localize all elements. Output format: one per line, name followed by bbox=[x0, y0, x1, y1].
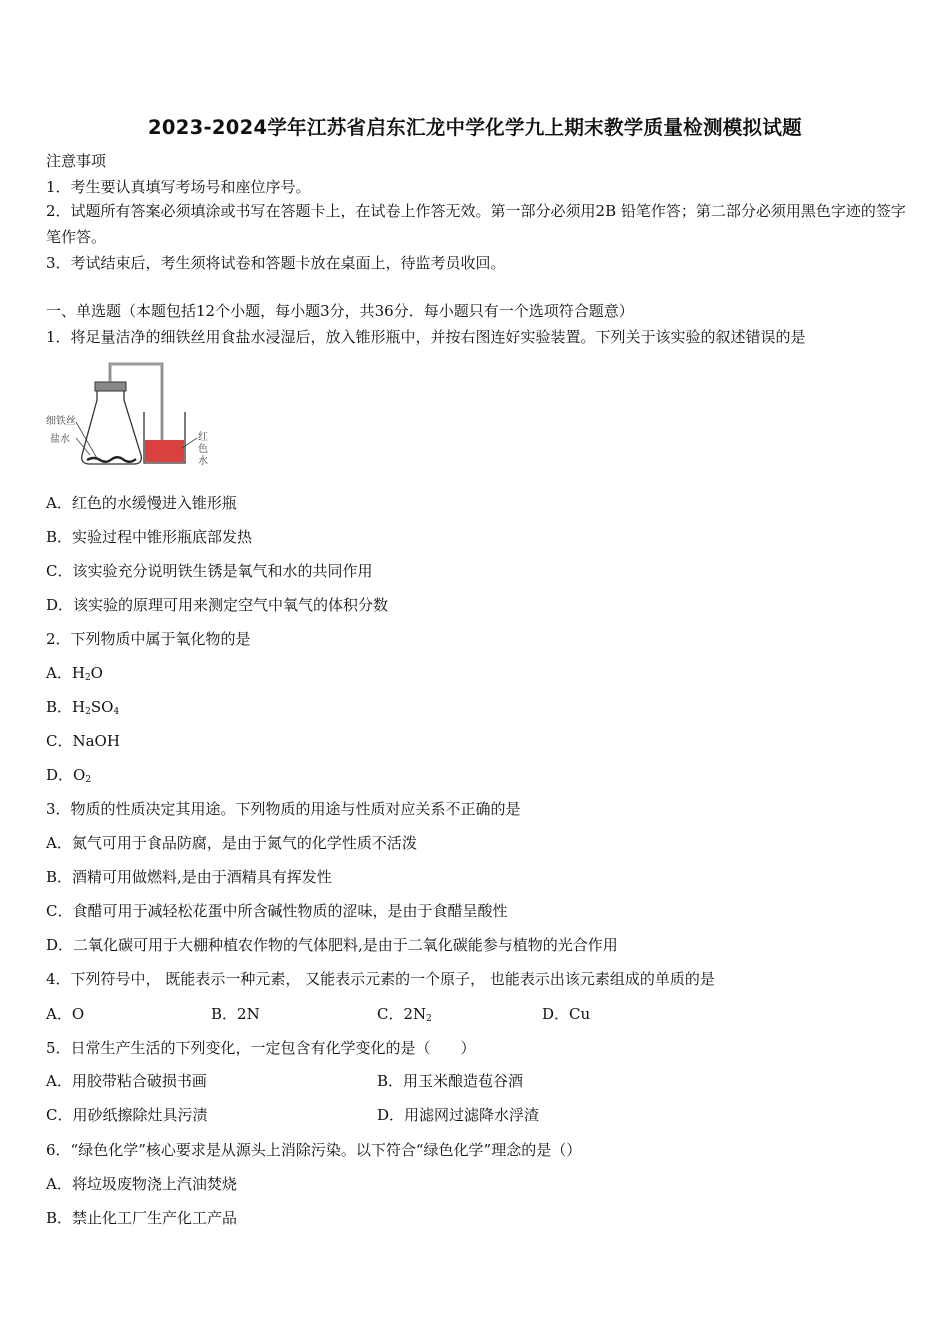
notice-item-1: 1．考生要认真填写考场号和座位序号。 bbox=[46, 178, 311, 196]
notice-item-2: 2．试题所有答案必须填涂或书写在答题卡上，在试卷上作答无效。第一部分必须用2B 铅笔作答；第二部分必须用黑色字迹的签字笔作答。 bbox=[46, 202, 906, 246]
q4-option-c-text: C．2N bbox=[377, 1005, 427, 1023]
q4-stem: 4．下列符号中， 既能表示一种元素， 又能表示元素的一个原子， 也能表示出该元素组成的单质的是 bbox=[46, 970, 715, 988]
label-red-2: 色 bbox=[198, 444, 208, 455]
q2-option-b-so: SO bbox=[90, 698, 114, 716]
q4-option-d: D．Cu bbox=[542, 1005, 591, 1023]
q3-stem: 3．物质的性质决定其用途。下列物质的用途与性质对应关系不正确的是 bbox=[46, 800, 521, 818]
notice-heading: 注意事项 bbox=[46, 152, 107, 170]
q2-option-b-sub: 2 bbox=[85, 707, 91, 717]
q2-option-a-sub: 2 bbox=[84, 673, 91, 683]
q1-stem: 1．将足量洁净的细铁丝用食盐水浸湿后，放入锥形瓶中，并按右图连好实验装置。下列关于该实验的叙述错误的是 bbox=[46, 328, 806, 346]
label-red-1: 红 bbox=[198, 432, 208, 443]
q1-option-d: D．该实验的原理可用来测定空气中氧气的体积分数 bbox=[46, 596, 389, 614]
q6-option-b: B．禁止化工厂生产化工产品 bbox=[46, 1209, 238, 1227]
q3-option-d: D．二氧化碳可用于大棚种植农作物的气体肥料,是由于二氧化碳能参与植物的光合作用 bbox=[46, 936, 618, 954]
q5-option-a: A．用胶带粘合破损书画 bbox=[46, 1072, 207, 1090]
q2-option-b bbox=[46, 698, 119, 721]
label-red-3: 水 bbox=[198, 456, 208, 467]
q2-option-d-prefix: D． bbox=[46, 766, 74, 784]
q6-stem: 6．“绿色化学”核心要求是从源头上消除污染。以下符合“绿色化学”理念的是（） bbox=[46, 1141, 582, 1159]
q2-stem: 2．下列物质中属于氧化物的是 bbox=[46, 630, 251, 648]
q1-option-b: B．实验过程中锥形瓶底部发热 bbox=[46, 528, 253, 546]
q2-option-d-o: O bbox=[73, 766, 86, 784]
q2-option-a bbox=[46, 664, 103, 687]
q3-option-c: C．食醋可用于减轻松花蛋中所含碱性物质的涩味，是由于食醋呈酸性 bbox=[46, 902, 508, 920]
page-title: 2023-2024学年江苏省启东汇龙中学化学九上期末教学质量检测模拟试题 bbox=[148, 116, 802, 139]
q1-option-a: A．红色的水缓慢进入锥形瓶 bbox=[46, 494, 237, 512]
q2-option-d-sub: 2 bbox=[85, 775, 92, 785]
q2-option-d bbox=[46, 766, 91, 789]
label-salt-water: 盐水 bbox=[50, 434, 70, 445]
q4-option-c bbox=[377, 1005, 432, 1028]
q5-stem: 5．日常生产生活的下列变化，一定包含有化学变化的是（ ） bbox=[46, 1039, 476, 1057]
q2-option-c: C．NaOH bbox=[46, 732, 120, 750]
apparatus-diagram bbox=[42, 360, 217, 475]
q3-option-b: B．酒精可用做燃料,是由于酒精具有挥发性 bbox=[46, 868, 332, 886]
section-heading: 一、单选题（本题包括12个小题，每小题3分，共36分．每小题只有一个选项符合题意） bbox=[46, 302, 634, 320]
q5-option-b: B．用玉米酿造苞谷酒 bbox=[377, 1072, 524, 1090]
q5-option-d: D．用滤网过滤降水浮渣 bbox=[377, 1106, 540, 1124]
q2-option-b-sub2: 4 bbox=[113, 707, 120, 717]
q4-option-b: B．2N bbox=[211, 1005, 260, 1023]
q6-option-a: A．将垃圾废物浇上汽油焚烧 bbox=[46, 1175, 237, 1193]
q2-option-a-prefix: A． bbox=[46, 664, 72, 682]
notice-item-3: 3．考试结束后，考生须将试卷和答题卡放在桌面上，待监考员收回。 bbox=[46, 254, 506, 272]
q4-option-c-sub: 2 bbox=[426, 1014, 432, 1024]
q3-option-a: A．氮气可用于食品防腐，是由于氮气的化学性质不活泼 bbox=[46, 834, 417, 852]
q2-option-b-prefix: B． bbox=[46, 698, 73, 716]
q2-option-b-h: H bbox=[72, 698, 86, 716]
q2-option-a-o: O bbox=[90, 664, 103, 682]
label-iron-wire: 细铁丝 bbox=[46, 416, 76, 427]
q2-option-a-h: H bbox=[71, 664, 85, 682]
q4-option-a: A．O bbox=[46, 1005, 85, 1023]
q5-option-c: C．用砂纸擦除灶具污渍 bbox=[46, 1106, 208, 1124]
q1-option-c: C．该实验充分说明铁生锈是氧气和水的共同作用 bbox=[46, 562, 373, 580]
